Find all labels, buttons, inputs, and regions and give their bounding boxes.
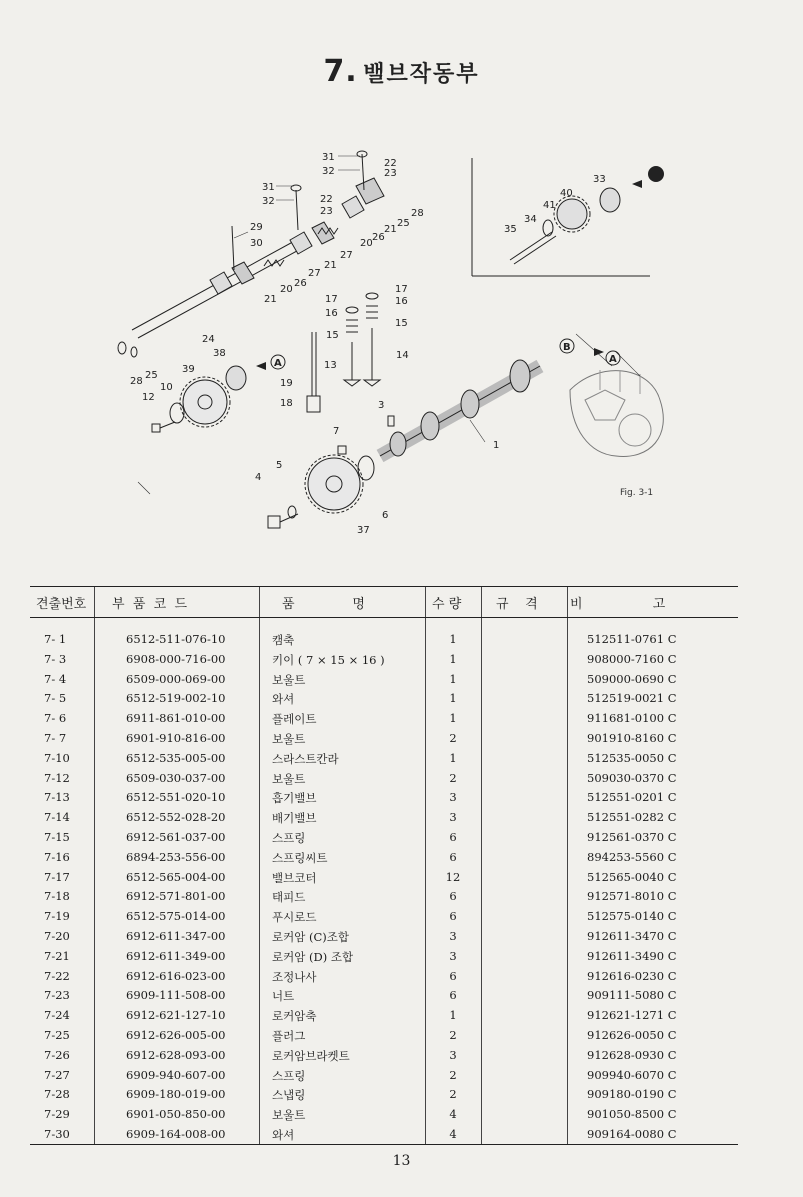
part-code-cell: 6901-050-850-00 (126, 1107, 226, 1122)
part-name-cell: 보울트 (272, 732, 306, 746)
callout: 40 (560, 188, 573, 199)
callout: 41 (543, 200, 556, 211)
remarks-cell: 901050-8500 C (587, 1107, 677, 1122)
section-title: 밸브작동부 (363, 62, 480, 87)
callout: 16 (395, 296, 408, 307)
callout: 23 (320, 206, 333, 217)
part-name-cell: 플레이트 (272, 712, 317, 727)
remarks-cell: 512535-0050 C (587, 750, 677, 765)
table-row (30, 887, 738, 907)
remarks-cell: 908000-7160 C (587, 651, 677, 666)
marker-a: A (609, 354, 617, 365)
page-number: 13 (392, 1153, 411, 1169)
table-row (30, 986, 738, 1006)
remarks-cell: 512575-0140 C (587, 909, 677, 924)
callout: 33 (593, 174, 606, 185)
callout: 38 (213, 348, 226, 359)
index-cell: 7-10 (44, 750, 70, 765)
quantity-cell: 6 (449, 909, 457, 924)
remarks-cell: 912571-8010 C (587, 889, 677, 904)
part-code-cell: 6912-611-349-00 (126, 948, 226, 963)
part-name-cell: 캠축 (272, 633, 295, 647)
quantity-cell: 12 (445, 869, 461, 884)
callout: 26 (372, 232, 385, 243)
index-cell: 7- 1 (44, 632, 67, 646)
index-cell: 7-22 (44, 968, 70, 983)
callout: 28 (411, 208, 424, 219)
diagram-callouts (130, 152, 606, 536)
quantity-cell: 2 (449, 731, 457, 745)
part-name-cell: 보울트 (272, 1108, 306, 1123)
table-row (30, 828, 738, 848)
callout: 28 (130, 376, 143, 387)
remarks-cell: 912621-1271 C (587, 1008, 677, 1023)
table-row (30, 967, 738, 987)
figure-caption: Fig. 3-1 (620, 488, 654, 498)
callout: 34 (524, 214, 537, 225)
callout: 16 (325, 308, 338, 319)
quantity-cell: 3 (449, 948, 457, 963)
part-code-cell: 6909-940-607-00 (126, 1067, 226, 1082)
callout: 24 (202, 334, 215, 345)
quantity-cell: 2 (449, 1028, 457, 1042)
remarks-cell: 894253-5560 C (587, 849, 677, 864)
quantity-cell: 2 (449, 1087, 457, 1102)
remarks-cell: 901910-8160 C (587, 731, 677, 745)
table-row (30, 1006, 738, 1026)
part-name-cell: 로커암브라켓트 (272, 1048, 350, 1063)
part-code-cell: 6912-571-801-00 (126, 889, 226, 904)
part-name-cell: 조정나사 (272, 969, 317, 984)
part-name-cell: 스냅링 (272, 1088, 306, 1103)
callout: 22 (320, 194, 333, 205)
index-cell: 7- 3 (44, 651, 67, 666)
quantity-cell: 1 (449, 1008, 457, 1023)
callout: 19 (280, 378, 293, 389)
index-cell: 7-21 (44, 948, 70, 963)
callout: 1 (493, 440, 500, 451)
callout: 25 (145, 370, 158, 381)
header-part-code: 부 품 코 드 (112, 597, 188, 612)
callout: 35 (504, 224, 517, 235)
table-row (30, 670, 738, 690)
table-row (30, 788, 738, 808)
index-cell: 7-15 (44, 830, 70, 844)
quantity-cell: 1 (449, 651, 457, 666)
part-code-cell: 6512-535-005-00 (126, 750, 226, 765)
table-row (30, 709, 738, 729)
part-name-cell: 스프링씨트 (272, 850, 328, 865)
table-row (30, 927, 738, 947)
part-name-cell: 스라스트칸라 (272, 751, 339, 766)
remarks-cell: 512551-0201 C (587, 790, 677, 805)
index-cell: 7-28 (44, 1087, 70, 1102)
part-code-cell: 6512-519-002-10 (126, 691, 226, 706)
callout: 37 (357, 525, 370, 536)
remarks-cell: 512511-0761 C (587, 632, 677, 646)
part-code-cell: 6912-616-023-00 (126, 968, 226, 983)
table-row (30, 848, 738, 868)
remarks-cell: 509000-0690 C (587, 671, 677, 686)
part-code-cell: 6901-910-816-00 (126, 731, 226, 745)
quantity-cell: 3 (449, 1047, 457, 1062)
callout: 15 (395, 318, 408, 329)
remarks-cell: 912626-0050 C (587, 1028, 677, 1042)
quantity-cell: 1 (449, 632, 457, 646)
header-part-name: 품 명 (282, 597, 365, 612)
callout: 14 (396, 350, 409, 361)
part-name-cell: 스프링 (272, 831, 306, 845)
callout: 29 (250, 222, 263, 233)
callout: 25 (397, 218, 410, 229)
callout: 10 (160, 382, 173, 393)
header-remarks: 비 고 (570, 597, 666, 612)
callout: 13 (324, 360, 337, 371)
part-name-cell: 와셔 (272, 1128, 295, 1142)
part-code-cell: 6512-511-076-10 (126, 632, 226, 646)
quantity-cell: 6 (449, 889, 457, 904)
callout: 5 (276, 460, 283, 471)
table-row (30, 1046, 738, 1066)
index-cell: 7-16 (44, 849, 70, 864)
quantity-cell: 3 (449, 929, 457, 943)
exploded-parts-diagram (0, 130, 803, 570)
callout: 32 (262, 196, 275, 207)
index-cell: 7-19 (44, 909, 70, 924)
part-code-cell: 6912-611-347-00 (126, 929, 226, 943)
part-code-cell: 6512-575-014-00 (126, 909, 226, 924)
quantity-cell: 1 (449, 691, 457, 706)
remarks-cell: 909111-5080 C (587, 988, 677, 1003)
callout: 32 (322, 166, 335, 177)
callout: 15 (326, 330, 339, 341)
callout: 20 (360, 238, 373, 249)
remarks-cell: 909940-6070 C (587, 1067, 677, 1082)
index-cell: 7-24 (44, 1008, 70, 1023)
table-row (30, 650, 738, 670)
callout: 31 (262, 182, 275, 193)
part-code-cell: 6912-626-005-00 (126, 1028, 226, 1042)
callout: 21 (264, 294, 277, 305)
table-header (30, 586, 738, 618)
remarks-cell: 912611-3470 C (587, 929, 677, 943)
remarks-cell: 912611-3490 C (587, 948, 677, 963)
index-cell: 7-26 (44, 1047, 70, 1062)
quantity-cell: 2 (449, 1067, 457, 1082)
part-code-cell: 6512-565-004-00 (126, 869, 226, 884)
page-title (0, 54, 803, 89)
quantity-cell: 1 (449, 671, 457, 686)
quantity-cell: 6 (449, 968, 457, 983)
index-cell: 7-12 (44, 770, 70, 785)
index-cell: 7- 6 (44, 711, 67, 726)
quantity-cell: 4 (449, 1127, 457, 1141)
index-cell: 7-23 (44, 988, 70, 1003)
remarks-cell: 912616-0230 C (587, 968, 677, 983)
table-row (30, 630, 738, 650)
callout: 39 (182, 364, 195, 375)
header-quantity: 수 량 (432, 597, 462, 612)
quantity-cell: 3 (449, 810, 457, 825)
header-index: 견출번호 (36, 597, 87, 612)
table-row (30, 1105, 738, 1125)
table-row (30, 729, 738, 749)
part-name-cell: 와셔 (272, 692, 295, 707)
callout: 30 (250, 238, 263, 249)
part-name-cell: 너트 (272, 989, 295, 1004)
part-code-cell: 6512-552-028-20 (126, 810, 226, 825)
quantity-cell: 2 (449, 770, 457, 785)
remarks-cell: 912561-0370 C (587, 830, 677, 844)
callout: 18 (280, 398, 293, 409)
table-row (30, 1026, 738, 1046)
quantity-cell: 6 (449, 849, 457, 864)
part-code-cell: 6512-551-020-10 (126, 790, 226, 805)
parts-table (30, 586, 738, 1145)
part-code-cell: 6908-000-716-00 (126, 651, 226, 666)
part-code-cell: 6894-253-556-00 (126, 849, 226, 864)
table-body (30, 618, 738, 1145)
index-cell: 7-25 (44, 1028, 70, 1042)
part-code-cell: 6912-561-037-00 (126, 830, 226, 844)
part-code-cell: 6912-621-127-10 (126, 1008, 226, 1023)
part-code-cell: 6911-861-010-00 (126, 711, 226, 726)
index-cell: 7-13 (44, 790, 70, 805)
callout: 31 (322, 152, 335, 163)
remarks-cell: 911681-0100 C (587, 711, 677, 726)
part-name-cell: 플러그 (272, 1029, 306, 1043)
callout: 21 (384, 224, 397, 235)
table-row (30, 689, 738, 709)
part-code-cell: 6912-628-093-00 (126, 1047, 226, 1062)
callout: 3 (378, 400, 385, 411)
remarks-cell: 909164-0080 C (587, 1127, 677, 1141)
index-cell: 7-30 (44, 1127, 70, 1141)
table-row (30, 808, 738, 828)
quantity-cell: 6 (449, 988, 457, 1003)
marker-a: A (274, 358, 282, 369)
part-code-cell: 6509-000-069-00 (126, 671, 226, 686)
callout: 17 (325, 294, 338, 305)
arrow-icon (256, 362, 266, 370)
callout: 27 (340, 250, 353, 261)
callout: 7 (333, 426, 340, 437)
quantity-cell: 3 (449, 790, 457, 805)
callout: 22 (384, 158, 397, 169)
part-code-cell: 6909-164-008-00 (126, 1127, 226, 1141)
part-name-cell: 배기밸브 (272, 811, 317, 826)
remarks-cell: 509030-0370 C (587, 770, 677, 785)
part-code-cell: 6509-030-037-00 (126, 770, 226, 785)
part-name-cell: 푸시로드 (272, 910, 317, 925)
remarks-cell: 512565-0040 C (587, 869, 677, 884)
callout: 26 (294, 278, 307, 289)
part-name-cell: 태피드 (272, 890, 306, 905)
index-cell: 7- 5 (44, 691, 67, 706)
callout: 20 (280, 284, 293, 295)
callout: 17 (395, 284, 408, 295)
table-row (30, 907, 738, 927)
index-cell: 7-29 (44, 1107, 70, 1122)
index-cell: 7-27 (44, 1067, 70, 1082)
quantity-cell: 4 (449, 1107, 457, 1122)
part-name-cell: 로커암축 (272, 1009, 317, 1024)
callout: 21 (324, 260, 337, 271)
arrow-icon (632, 180, 642, 188)
part-name-cell: 보울트 (272, 771, 306, 786)
marker-b: B (563, 342, 571, 353)
part-name-cell: 스프링 (272, 1068, 306, 1083)
remarks-cell: 912628-0930 C (587, 1047, 677, 1062)
part-name-cell: 로커암 (D) 조합 (272, 949, 354, 964)
table-row (30, 1085, 738, 1105)
index-cell: 7- 7 (44, 731, 67, 745)
index-cell: 7- 4 (44, 671, 67, 686)
quantity-cell: 1 (449, 711, 457, 726)
index-cell: 7-17 (44, 869, 70, 884)
table-row (30, 749, 738, 769)
table-row (30, 1066, 738, 1086)
index-cell: 7-14 (44, 810, 70, 825)
callout: 23 (384, 168, 397, 179)
part-name-cell: 흡기밸브 (272, 791, 317, 806)
callout: 12 (142, 392, 155, 403)
quantity-cell: 1 (449, 750, 457, 765)
section-number: 7. (323, 54, 358, 89)
quantity-cell: 6 (449, 830, 457, 844)
remarks-cell: 909180-0190 C (587, 1087, 677, 1102)
index-cell: 7-20 (44, 929, 70, 943)
remarks-cell: 512551-0282 C (587, 810, 677, 825)
part-name-cell: 밸브코터 (272, 870, 317, 885)
table-row (30, 769, 738, 789)
part-name-cell: 보울트 (272, 672, 306, 687)
diagram-drawing (0, 130, 803, 570)
callout: 6 (382, 510, 389, 521)
header-spec: 규 격 (496, 597, 538, 612)
index-cell: 7-18 (44, 889, 70, 904)
part-code-cell: 6909-180-019-00 (126, 1087, 226, 1102)
table-row (30, 868, 738, 888)
part-name-cell: 키이 ( 7 × 15 × 16 ) (272, 652, 385, 667)
remarks-cell: 512519-0021 C (587, 691, 677, 706)
table-row (30, 1125, 738, 1145)
table-row (30, 947, 738, 967)
callout: 4 (255, 472, 262, 483)
callout: 27 (308, 268, 321, 279)
part-code-cell: 6909-111-508-00 (126, 988, 226, 1003)
part-name-cell: 로커암 (C)조합 (272, 930, 349, 944)
